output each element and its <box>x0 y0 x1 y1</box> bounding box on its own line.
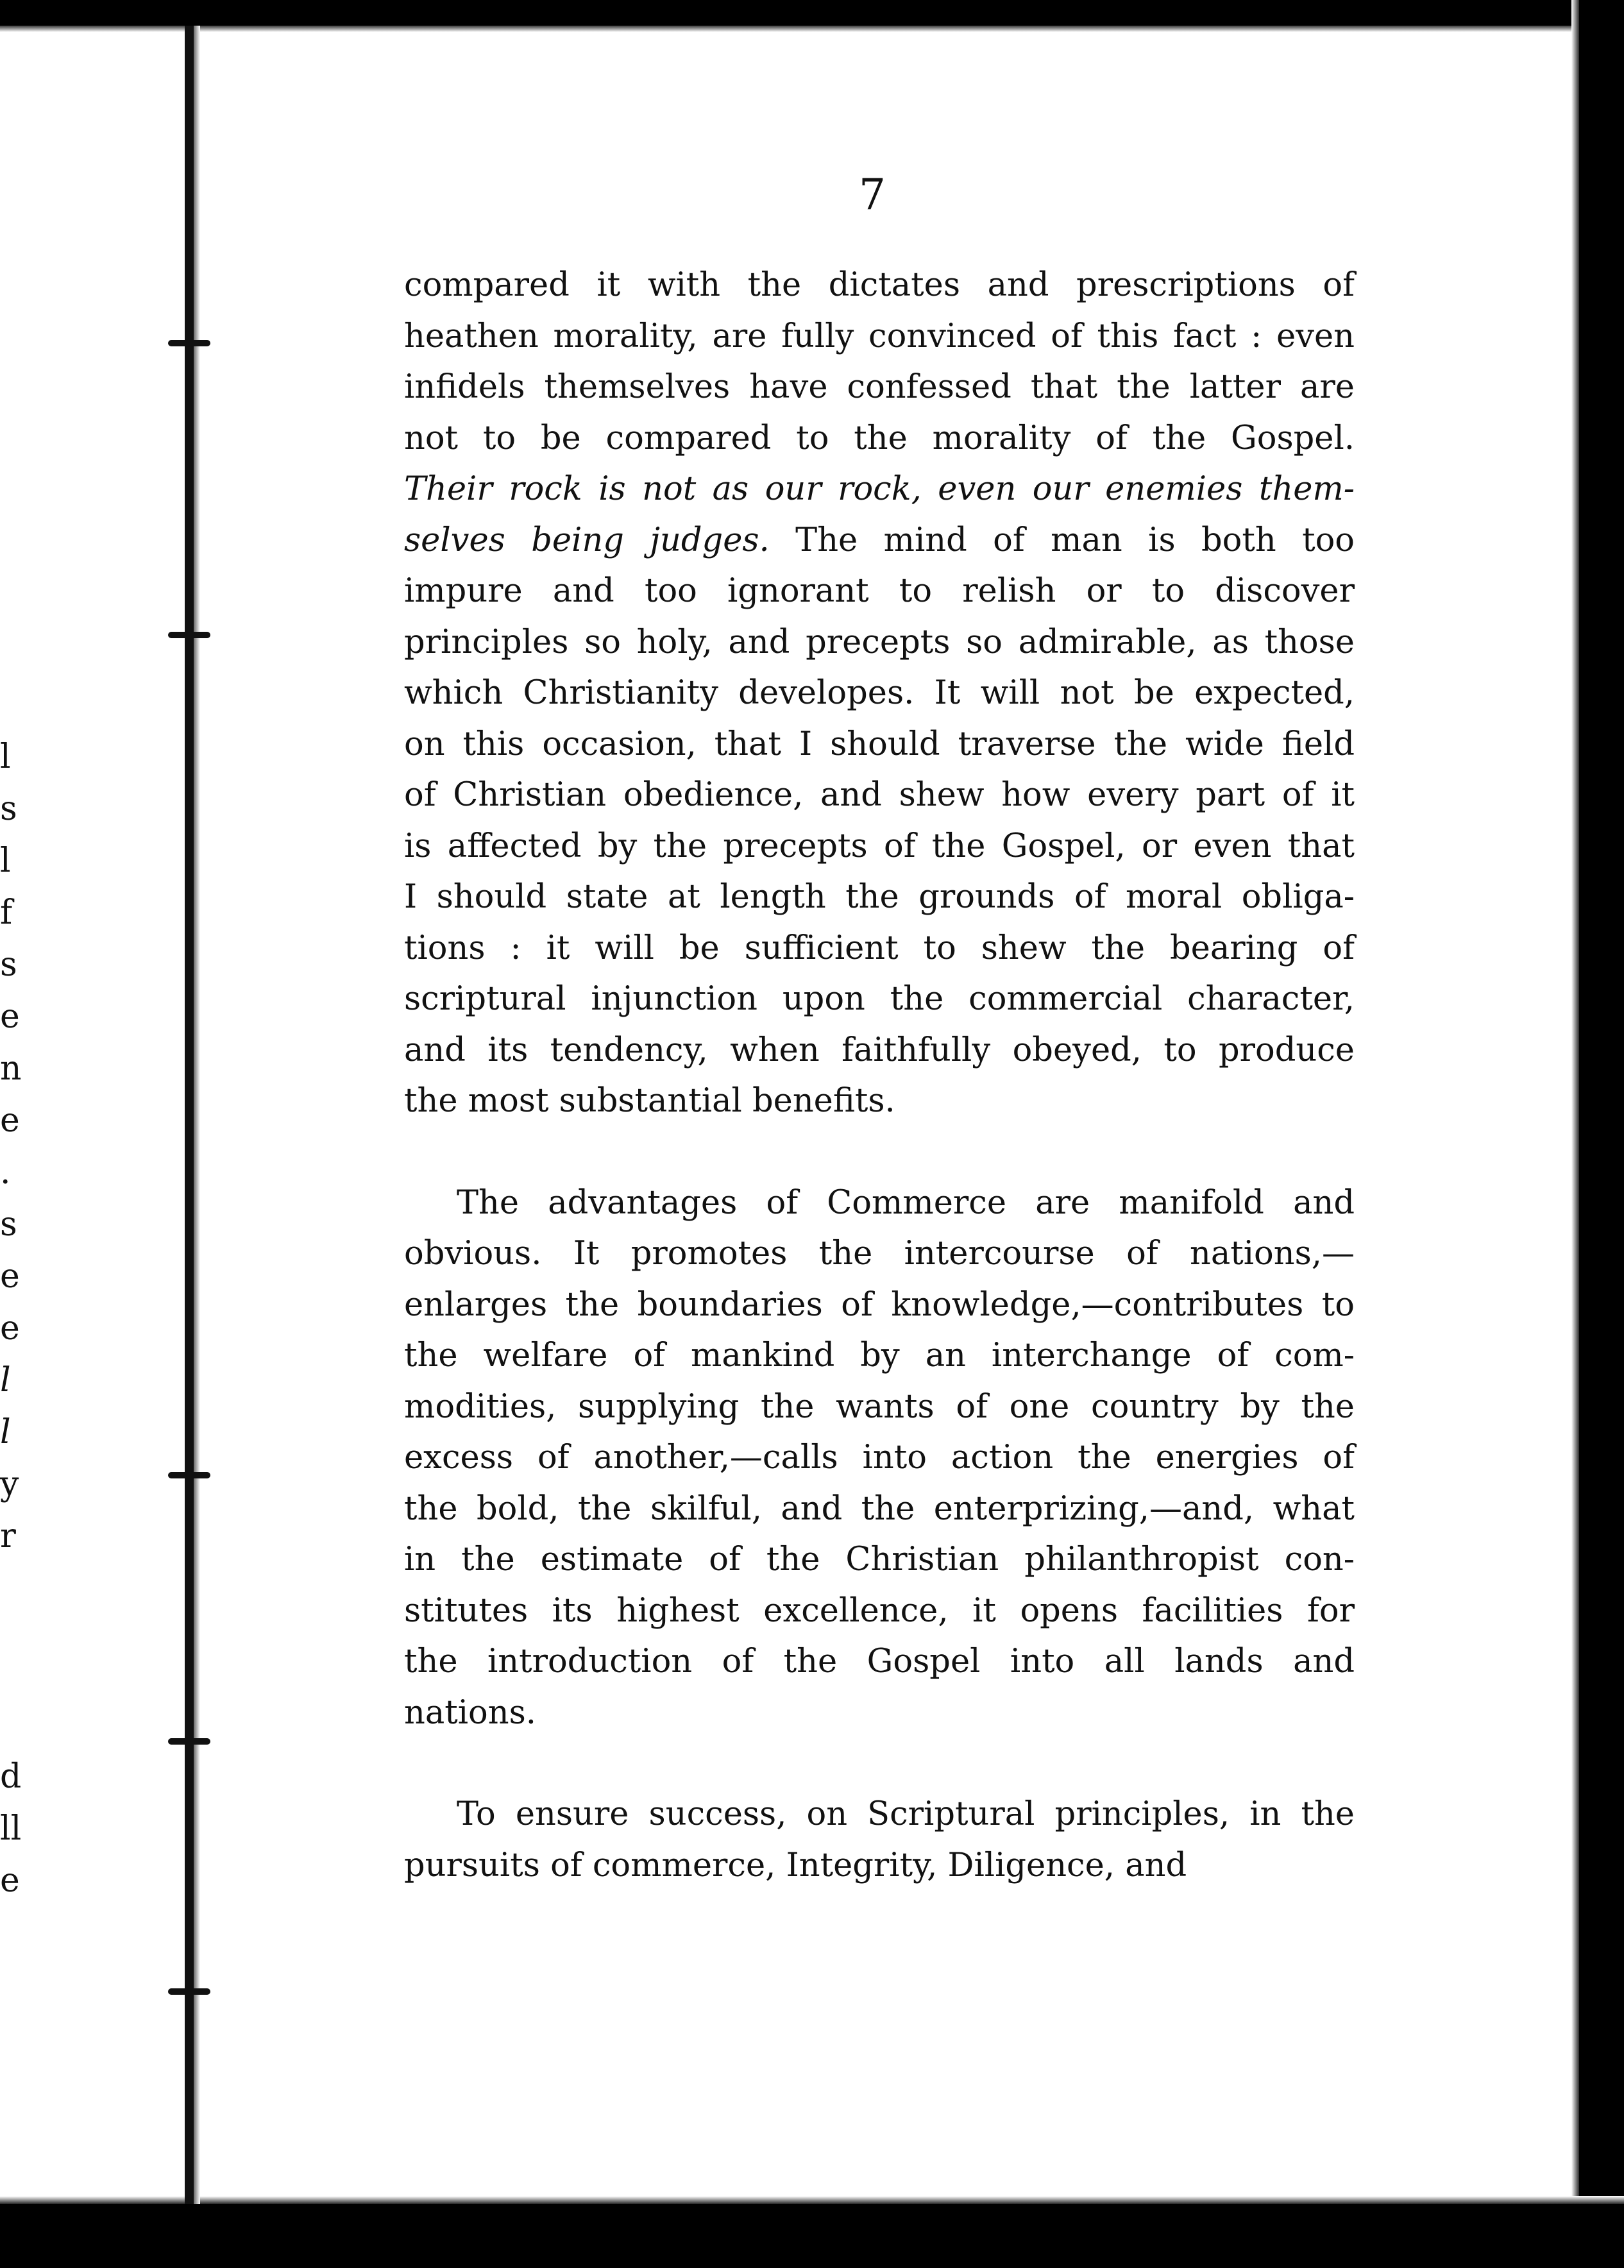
text-line: nations. <box>404 1693 536 1732</box>
text-line: impure and too ignorant to relish or to discover <box>404 572 1355 610</box>
text-line <box>404 515 1355 566</box>
text-line: The advantages of Commerce are manifold and <box>457 1183 1355 1222</box>
text-line: the welfare of mankind by an interchange of com- <box>404 1337 1355 1375</box>
text-line: the most substantial benefits. <box>404 1082 895 1120</box>
facing-fragment: y <box>0 1465 19 1503</box>
facing-fragment: e <box>0 1257 20 1296</box>
facing-fragment: l <box>0 1413 11 1451</box>
paragraph <box>404 1178 1355 1739</box>
text-line: not to be compared to the morality of the Gospel. <box>404 419 1355 457</box>
facing-fragment: . <box>0 1153 11 1192</box>
binding-stitch <box>168 340 210 346</box>
page-number: 7 <box>859 170 886 219</box>
text-line: To ensure success, on Scriptural principles, in the <box>457 1795 1355 1833</box>
text-line: is affected by the precepts of the Gospel, or even that <box>404 827 1355 865</box>
scan-shadow-top <box>0 26 1624 32</box>
gutter-shadow <box>194 26 200 2204</box>
text-line: heathen morality, are fully convinced of this fact : even <box>404 317 1355 355</box>
facing-fragment: e <box>0 1309 20 1348</box>
facing-fragment: ll <box>0 1809 22 1848</box>
facing-fragment: e <box>0 997 20 1036</box>
text-line: which Christianity developes. It will not be expected, <box>404 674 1355 712</box>
text-line: the bold, the skilful, and the enterprizing,—and, what <box>404 1489 1355 1528</box>
facing-fragment: e <box>0 1101 20 1140</box>
italic-text: selves being judges. <box>404 521 770 559</box>
facing-fragment: l <box>0 1361 11 1400</box>
facing-fragment: l <box>0 842 11 880</box>
paragraph <box>404 260 1355 1127</box>
text-line: compared it with the dictates and prescriptions of <box>404 266 1355 304</box>
scan-border-right <box>1579 0 1624 2268</box>
scan-border-top <box>0 0 1624 26</box>
scan-border-bottom <box>0 2204 1624 2268</box>
text-line: and its tendency, when faithfully obeyed, to produce <box>404 1031 1355 1069</box>
facing-fragment: e <box>0 1861 20 1900</box>
text-line: principles so holy, and precepts so admirable, as those <box>404 623 1355 661</box>
text-line: in the estimate of the Christian philanthropist con- <box>404 1541 1355 1578</box>
binding-stitch <box>168 1988 210 1995</box>
facing-fragment: f <box>0 893 13 932</box>
binding-stitch <box>168 1472 210 1478</box>
text-line: of Christian obedience, and shew how every part of it <box>404 776 1355 814</box>
book-gutter <box>185 26 194 2204</box>
text-line: Their rock is not as our rock, even our enemies them- <box>404 470 1355 508</box>
paragraph <box>404 1789 1355 1891</box>
scan-shadow-right <box>1571 0 1579 2268</box>
text-line: pursuits of commerce, Integrity, Diligence, and <box>404 1846 1187 1884</box>
facing-fragment: n <box>0 1049 22 1088</box>
facing-page-fragments-lower <box>0 1751 26 1907</box>
binding-stitch <box>168 632 210 638</box>
text-line: tions : it will be sufficient to shew the bearing of <box>404 929 1355 967</box>
text-line: I should state at length the grounds of moral obliga- <box>404 878 1355 916</box>
text-line: the introduction of the Gospel into all lands and <box>404 1643 1355 1680</box>
facing-fragment: r <box>0 1517 16 1555</box>
text-line: infidels themselves have confessed that the latter are <box>404 368 1355 406</box>
facing-fragment: l <box>0 738 11 776</box>
facing-fragment: d <box>0 1757 22 1796</box>
text-line: stitutes its highest excellence, it opens facilities for <box>404 1591 1355 1630</box>
line-text: The mind of man is both too <box>769 521 1355 559</box>
text-line: excess of another,—calls into action the energies of <box>404 1439 1355 1477</box>
text-line: obvious. It promotes the intercourse of nations,— <box>404 1235 1355 1273</box>
facing-fragment: s <box>0 945 17 984</box>
facing-fragment: s <box>0 1205 17 1244</box>
binding-stitch <box>168 1738 210 1745</box>
facing-page-fragments <box>0 731 26 1562</box>
body-text <box>404 260 1355 1891</box>
text-line: modities, supplying the wants of one country by the <box>404 1387 1355 1426</box>
text-line: scriptural injunction upon the commercial character, <box>404 980 1355 1018</box>
scan-shadow-bottom <box>0 2196 1624 2204</box>
facing-fragment: s <box>0 790 17 828</box>
text-line: on this occasion, that I should traverse the wide field <box>404 725 1355 763</box>
text-line: enlarges the boundaries of knowledge,—contributes to <box>404 1285 1355 1324</box>
